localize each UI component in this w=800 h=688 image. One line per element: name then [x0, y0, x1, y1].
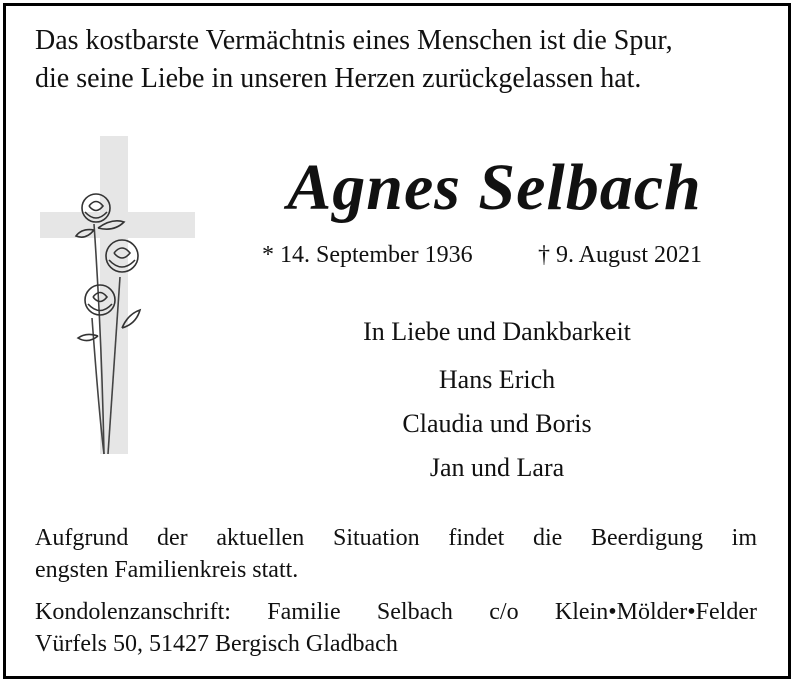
funeral-line: Aufgrund der aktuellen Situation findet die Beerdigung im [35, 525, 757, 551]
birth-date: * 14. September 1936 [262, 242, 473, 268]
death-date: † 9. August 2021 [538, 242, 703, 268]
contact-line: Kondolenzanschrift: Familie Selbach c/o Klein•Mölder•Felder [35, 599, 757, 625]
funeral-notice [35, 522, 757, 586]
funeral-info [35, 522, 757, 660]
motto-line: Das kostbarste Vermächtnis eines Menschen ist die Spur, [35, 25, 673, 56]
funeral-line: engsten Familienkreis statt. [35, 557, 299, 583]
family-member: Hans Erich [438, 365, 556, 394]
motto-line: die seine Liebe in unseren Herzen zurückgelassen hat. [35, 63, 642, 94]
family-member: Jan und Lara [429, 453, 565, 482]
family-member: Claudia und Boris [402, 409, 592, 438]
contact-line: Vürfels 50, 51427 Bergisch Gladbach [35, 631, 398, 657]
motto [35, 22, 765, 98]
gratitude-line: In Liebe und Dankbarkeit [363, 317, 631, 346]
deceased-name: Agnes Selbach [287, 151, 702, 224]
cross-with-roses-icon [36, 132, 198, 458]
condolence-address [35, 596, 757, 660]
family-signature [282, 312, 712, 490]
